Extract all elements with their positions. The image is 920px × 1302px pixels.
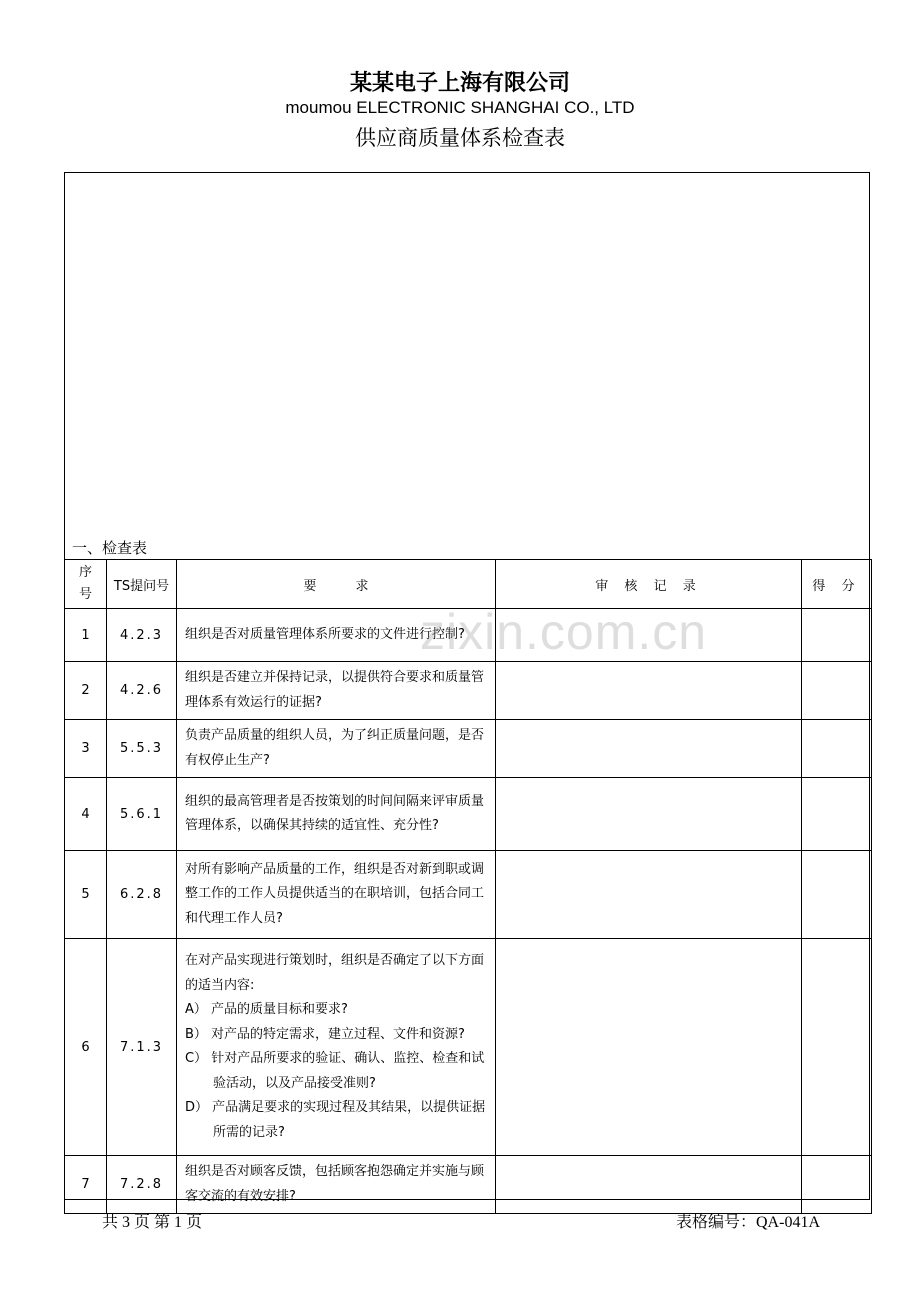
company-name-en: moumou ELECTRONIC SHANGHAI CO., LTD (285, 98, 635, 117)
row-ts-clause: 7.1.3 (107, 939, 177, 1156)
table-row (65, 1156, 872, 1214)
row-ts-clause: 5.5.3 (107, 720, 177, 778)
section-label: 一、检查表 (72, 539, 148, 557)
row-audit-record[interactable] (496, 720, 802, 778)
requirement-line: 组织是否建立并保持记录，以提供符合要求和质量管理体系有效运行的证据? (185, 670, 485, 710)
row-requirement (177, 720, 496, 778)
row-number: 6 (65, 939, 107, 1156)
company-name-cn: 某某电子上海有限公司 (349, 71, 570, 96)
form-number: 表格编号：QA-041A (676, 1214, 820, 1231)
row-number: 2 (65, 662, 107, 720)
row-ts-clause: 7.2.8 (107, 1156, 177, 1214)
row-audit-record[interactable] (496, 939, 802, 1156)
table-row (65, 851, 872, 939)
row-requirement (177, 851, 496, 939)
header-record: 审 核 记 录 (496, 560, 802, 609)
requirement-line: 负责产品质量的组织人员，为了纠正质量问题，是否有权停止生产? (185, 728, 485, 768)
table-row (65, 720, 872, 778)
row-score[interactable] (802, 662, 872, 720)
row-number: 5 (65, 851, 107, 939)
row-audit-record[interactable] (496, 662, 802, 720)
requirement-line: B） 对产品的特定需求，建立过程、文件和资源? (185, 1026, 465, 1042)
row-audit-record[interactable] (496, 609, 802, 662)
header-ts: TS提问号 (107, 560, 177, 609)
requirement-line: A） 产品的质量目标和要求? (185, 1002, 348, 1017)
row-requirement (177, 1156, 496, 1214)
requirement-line: 在对产品实现进行策划时，组织是否确定了以下方面的适当内容: (185, 953, 485, 993)
row-number: 7 (65, 1156, 107, 1214)
header-score: 得 分 (802, 560, 872, 609)
row-score[interactable] (802, 609, 872, 662)
table-row (65, 609, 872, 662)
requirement-line: 组织是否对顾客反馈，包括顾客抱怨确定并实施与顾客交流的有效安排? (185, 1164, 485, 1204)
form-title: 供应商质量体系检查表 (355, 126, 565, 150)
page-count: 共 3 页 第 1 页 (102, 1214, 203, 1231)
row-audit-record[interactable] (496, 1156, 802, 1214)
row-score[interactable] (802, 720, 872, 778)
watermark: zixin.com.cn (420, 604, 708, 660)
requirement-line: 对所有影响产品质量的工作，组织是否对新到职或调整工作的工作人员提供适当的在职培训，包括合同工和代理工作人员? (185, 861, 485, 926)
table-row (65, 778, 872, 851)
row-score[interactable] (802, 939, 872, 1156)
row-score[interactable] (802, 778, 872, 851)
row-score[interactable] (802, 1156, 872, 1214)
checklist-table (64, 559, 872, 1214)
row-requirement (177, 609, 496, 662)
requirement-line: 组织的最高管理者是否按策划的时间间隔来评审质量管理体系，以确保其持续的适宜性、充分性? (185, 793, 485, 833)
table-row (65, 939, 872, 1156)
row-number: 1 (65, 609, 107, 662)
row-requirement (177, 939, 496, 1156)
row-requirement (177, 778, 496, 851)
row-ts-clause: 6.2.8 (107, 851, 177, 939)
row-ts-clause: 4.2.6 (107, 662, 177, 720)
row-audit-record[interactable] (496, 851, 802, 939)
row-number: 4 (65, 778, 107, 851)
row-requirement (177, 662, 496, 720)
row-audit-record[interactable] (496, 778, 802, 851)
row-ts-clause: 5.6.1 (107, 778, 177, 851)
requirement-line: D） 产品满足要求的实现过程及其结果，以提供证据所需的记录? (185, 1100, 486, 1140)
requirement-line: 组织是否对质量管理体系所要求的文件进行控制? (185, 626, 465, 642)
row-ts-clause: 4.2.3 (107, 609, 177, 662)
row-score[interactable] (802, 851, 872, 939)
table-row (65, 662, 872, 720)
row-number: 3 (65, 720, 107, 778)
header-requirement: 要 求 (177, 560, 496, 609)
header-no: 序号 (65, 560, 107, 609)
requirement-line: C） 针对产品所要求的验证、确认、监控、检查和试验活动，以及产品接受准则? (185, 1051, 485, 1091)
table-header-row (65, 560, 872, 609)
